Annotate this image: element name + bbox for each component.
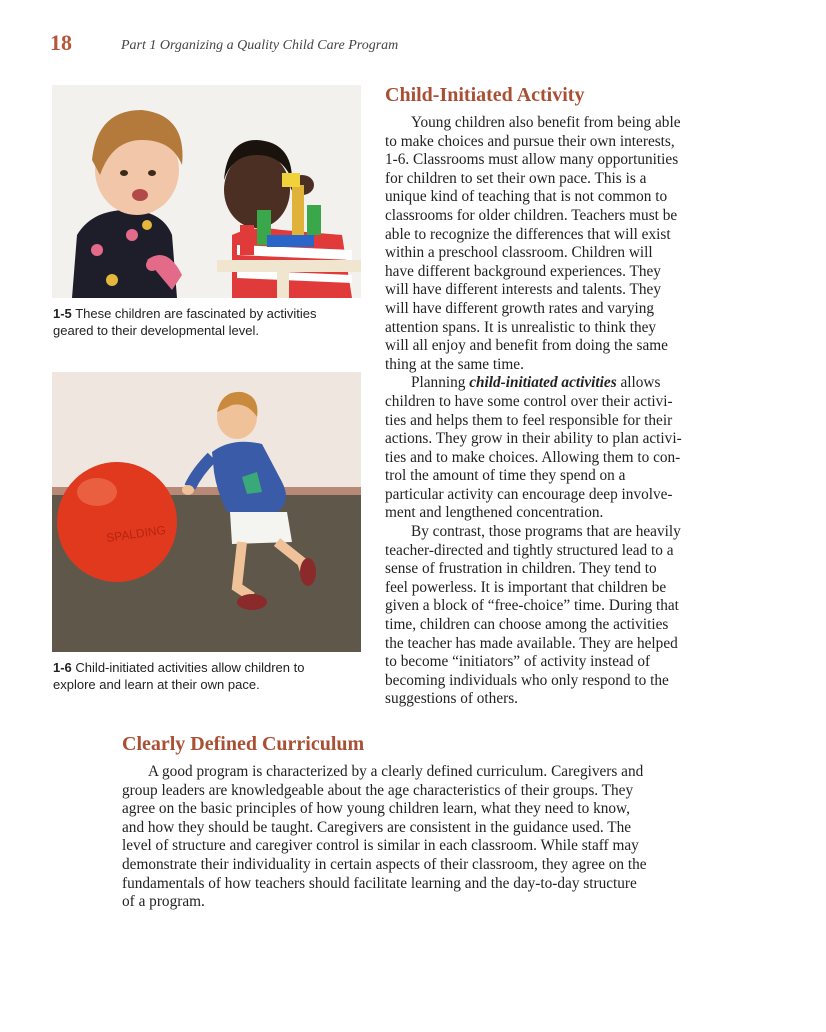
- caption-text: Child-initiated activities allow children to: [75, 660, 305, 675]
- figure-label: 1-6: [53, 660, 72, 675]
- text-line: for children to set their own pace. This is a: [385, 169, 647, 187]
- text-line: sense of frustration in children. They tend to: [385, 560, 657, 578]
- text-line: to make choices and pursue their own interests,: [385, 132, 675, 150]
- caption-text: These children are fascinated by activities: [75, 306, 317, 321]
- figure-1-5-photo: [52, 85, 361, 298]
- text-line: agree on the basic principles of how young children learn, what they need to know,: [122, 800, 630, 818]
- text-line: within a preschool classroom. Children will: [385, 244, 653, 262]
- section-body-child-initiated-activity: [385, 114, 720, 709]
- caption-text: explore and learn at their own pace.: [53, 677, 260, 692]
- section-heading-clearly-defined-curriculum: Clearly Defined Curriculum: [122, 733, 365, 755]
- text-line: demonstrate their individuality in certain aspects of their classroom, they agree on the: [122, 855, 647, 873]
- text-line: 1-6. Classrooms must allow many opportunities: [385, 151, 679, 169]
- paragraph: [122, 763, 722, 912]
- paragraph: [385, 523, 720, 709]
- text-line: the teacher has made available. They are helped: [385, 634, 678, 652]
- text-line: and how they should be taught. Caregivers are consistent in the guidance used. The: [122, 818, 632, 836]
- paragraph: [385, 114, 720, 374]
- svg-text:SPALDING: SPALDING: [105, 522, 167, 545]
- text-line: actions. They grow in their ability to plan activi-: [385, 430, 682, 448]
- text-line: teacher-directed and tightly structured lead to a: [385, 541, 674, 559]
- figure-1-5-caption: [53, 305, 353, 339]
- text-line: will have different growth rates and varying: [385, 299, 655, 317]
- text-line: ment and lengthened concentration.: [385, 504, 604, 522]
- figure-label: 1-5: [53, 306, 72, 321]
- text-line: children to have some control over their activi-: [385, 392, 673, 410]
- text-line: will all enjoy and benefit from doing the same: [385, 337, 668, 355]
- text-line: ties and helps them to feel responsible for their: [385, 411, 673, 429]
- text-line: becoming individuals who only respond to the: [385, 671, 669, 689]
- page-number: 18: [50, 30, 72, 55]
- text-line: Young children also benefit from being able: [411, 114, 681, 131]
- paragraph: [385, 374, 720, 523]
- text-line: particular activity can encourage deep involve-: [385, 485, 673, 503]
- text-line: A good program is characterized by a clearly defined curriculum. Caregivers and: [148, 763, 644, 780]
- running-head: Part 1 Organizing a Quality Child Care Program: [121, 38, 399, 53]
- text-line: level of structure and caregiver control is similar in each classroom. While staff may: [122, 837, 639, 855]
- text-line: time, children can choose among the activities: [385, 616, 669, 634]
- section-body-clearly-defined-curriculum: [122, 763, 722, 912]
- text-line: attention spans. It is unrealistic to think they: [385, 318, 657, 336]
- text: Planning: [411, 374, 470, 392]
- text-line: suggestions of others.: [385, 690, 518, 708]
- text-line: feel powerless. It is important that children be: [385, 578, 667, 596]
- text-line: unique kind of teaching that is not common to: [385, 188, 668, 206]
- text-line: trol the amount of time they spend on a: [385, 467, 626, 485]
- text-line: By contrast, those programs that are heavily: [411, 523, 681, 541]
- text-line: able to recognize the differences that will exist: [385, 225, 671, 243]
- figure-1-6-photo: [52, 372, 361, 652]
- key-term: child-initiated activities: [469, 374, 617, 392]
- text-line: fundamentals of how teachers should facilitate learning and the day-to-day structure: [122, 874, 637, 892]
- text-line: will have different interests and talents. They: [385, 281, 661, 299]
- text: allows: [616, 374, 661, 392]
- section-heading-child-initiated-activity: Child-Initiated Activity: [385, 84, 585, 106]
- text-line: given a block of “free-choice” time. During that: [385, 597, 679, 615]
- text-line: have different background experiences. They: [385, 262, 661, 280]
- text-line: classrooms for older children. Teachers must be: [385, 206, 678, 224]
- text-line: group leaders are knowledgeable about the age characteristics of their groups. They: [122, 781, 634, 799]
- caption-text: geared to their developmental level.: [53, 323, 259, 338]
- text-line: to become “initiators” of activity instead of: [385, 653, 651, 671]
- text-line: of a program.: [122, 893, 205, 911]
- figure-1-6-caption: [53, 659, 353, 693]
- text-line: ties and to make choices. Allowing them to con-: [385, 448, 681, 466]
- text-line: thing at the same time.: [385, 355, 524, 373]
